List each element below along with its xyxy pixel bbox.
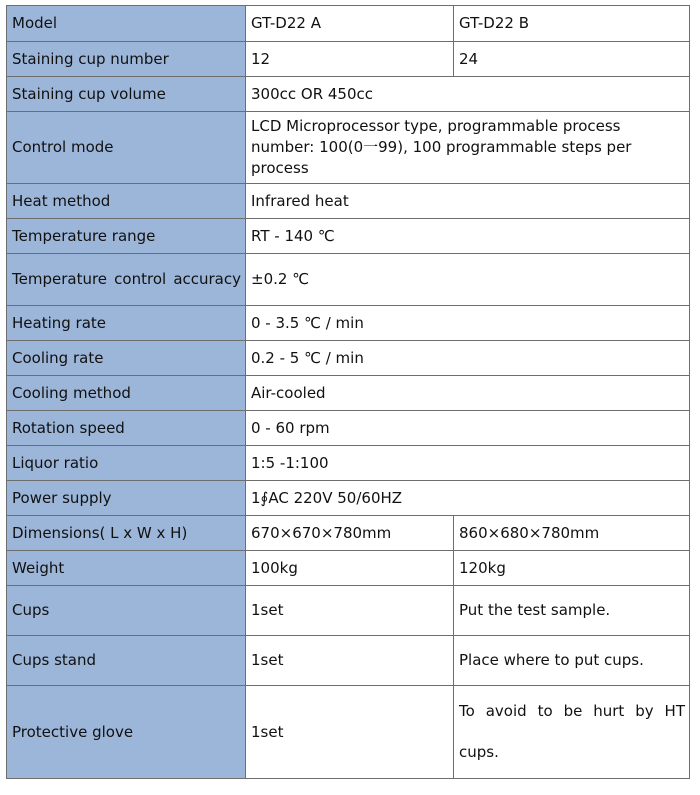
row-label: Power supply (7, 481, 246, 516)
value-cell: ±0.2 ℃ (246, 254, 690, 306)
table-row-dimensions (7, 516, 690, 551)
table-row-model (7, 6, 690, 42)
table-row-control-mode (7, 112, 690, 184)
row-label: Model (7, 6, 246, 42)
value-b-cell: 120kg (454, 551, 690, 586)
table-row-temperature-accuracy (7, 254, 690, 306)
value-a-cell: 670×670×780mm (246, 516, 454, 551)
model-a-cell: GT-D22 A (246, 6, 454, 42)
value-a-cell: 100kg (246, 551, 454, 586)
row-label: Temperature control accuracy (7, 254, 246, 306)
value-b-cell: 860×680×780mm (454, 516, 690, 551)
row-label: Cups (7, 586, 246, 636)
table-row-rotation-speed (7, 411, 690, 446)
value-a-cell: 12 (246, 42, 454, 77)
table-row-cup-volume (7, 77, 690, 112)
table-row-protective-glove (7, 686, 690, 779)
row-label: Control mode (7, 112, 246, 184)
value-cell: LCD Microprocessor type, programmable process number: 100(0一99), 100 programmable steps per process (246, 112, 690, 184)
value-cell: 300cc OR 450cc (246, 77, 690, 112)
row-label: Dimensions( L x W x H) (7, 516, 246, 551)
row-label: Staining cup number (7, 42, 246, 77)
row-label: Protective glove (7, 686, 246, 779)
row-label: Staining cup volume (7, 77, 246, 112)
row-label: Heating rate (7, 306, 246, 341)
table-row-temperature-range (7, 219, 690, 254)
table-row-liquor-ratio (7, 446, 690, 481)
spec-table (6, 5, 690, 779)
value-cell: 1:5 -1:100 (246, 446, 690, 481)
table-row-weight (7, 551, 690, 586)
value-b-cell: Put the test sample. (454, 586, 690, 636)
table-row-heating-rate (7, 306, 690, 341)
row-label: Liquor ratio (7, 446, 246, 481)
row-label: Temperature range (7, 219, 246, 254)
table-row-cooling-rate (7, 341, 690, 376)
row-label: Cooling method (7, 376, 246, 411)
row-label: Cooling rate (7, 341, 246, 376)
row-label: Rotation speed (7, 411, 246, 446)
value-cell: Infrared heat (246, 184, 690, 219)
table-row-heat-method (7, 184, 690, 219)
table-row-cup-number (7, 42, 690, 77)
value-cell: 1∮AC 220V 50/60HZ (246, 481, 690, 516)
value-cell: 0.2 - 5 ℃ / min (246, 341, 690, 376)
value-cell: 0 - 60 rpm (246, 411, 690, 446)
value-a-cell: 1set (246, 636, 454, 686)
value-a-cell: 1set (246, 686, 454, 779)
row-label: Cups stand (7, 636, 246, 686)
row-label: Weight (7, 551, 246, 586)
table-row-cooling-method (7, 376, 690, 411)
value-a-cell: 1set (246, 586, 454, 636)
value-b-cell: 24 (454, 42, 690, 77)
value-cell: RT - 140 ℃ (246, 219, 690, 254)
value-cell: Air-cooled (246, 376, 690, 411)
model-b-cell: GT-D22 B (454, 6, 690, 42)
value-b-cell: Place where to put cups. (454, 636, 690, 686)
table-row-cups-stand (7, 636, 690, 686)
value-b-cell: To avoid to be hurt by HT cups. (454, 686, 690, 779)
value-cell: 0 - 3.5 ℃ / min (246, 306, 690, 341)
table-row-power-supply (7, 481, 690, 516)
row-label: Heat method (7, 184, 246, 219)
table-row-cups (7, 586, 690, 636)
